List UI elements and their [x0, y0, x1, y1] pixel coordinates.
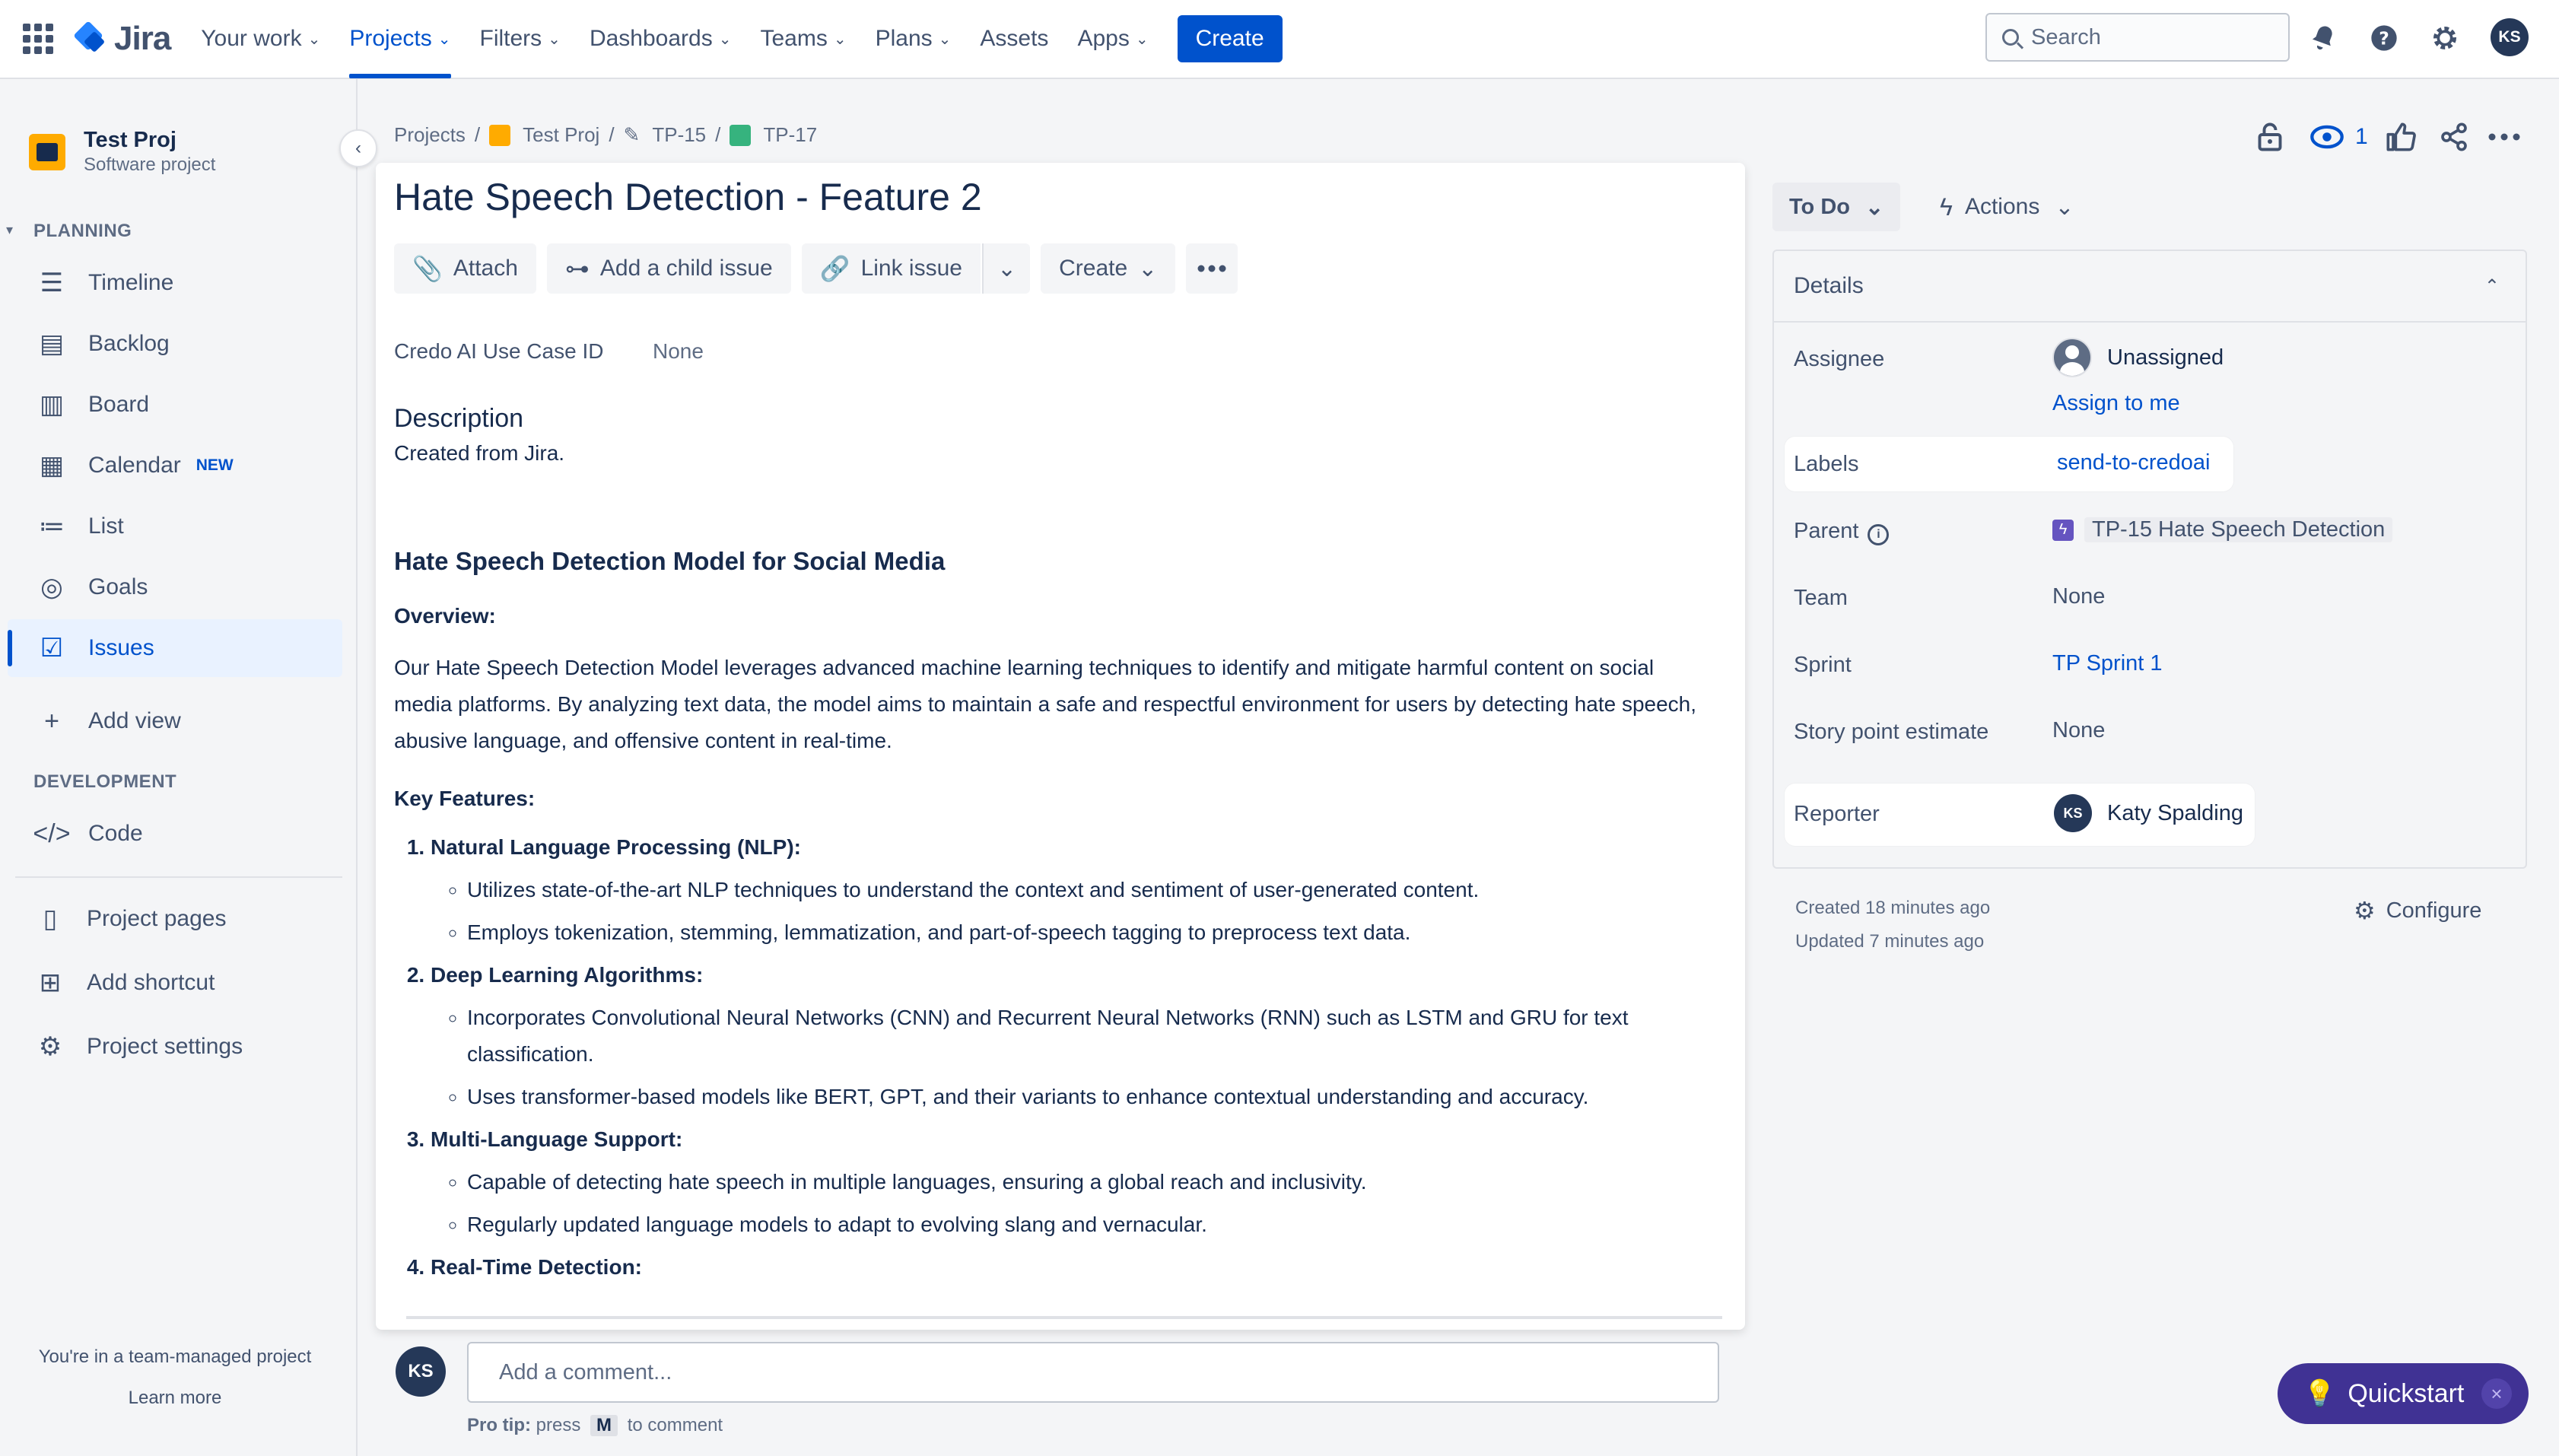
- labels-label: Labels: [1794, 452, 1859, 476]
- add-view-button[interactable]: [8, 692, 342, 750]
- feature-title: Real-Time Detection:: [431, 1255, 642, 1279]
- configure-label: Configure: [2386, 898, 2482, 923]
- user-avatar[interactable]: KS: [2491, 18, 2529, 56]
- project-avatar-icon: [489, 125, 510, 146]
- sidebar-item-board[interactable]: [8, 376, 342, 434]
- nav-your-work-label: Your work: [201, 26, 302, 51]
- chevron-down-icon: ⌄: [2055, 194, 2074, 220]
- help-icon[interactable]: [2366, 20, 2402, 56]
- pages-icon: ▯: [43, 904, 58, 933]
- chevron-down-icon: ⌄: [1138, 256, 1158, 281]
- team-label: Team: [1794, 586, 1848, 610]
- planning-section-title[interactable]: [6, 221, 132, 242]
- backlog-icon: ▤: [39, 329, 65, 358]
- reporter-label: Reporter: [1794, 802, 1880, 826]
- quickstart-label: Quickstart: [2348, 1378, 2465, 1408]
- sidebar-divider: [15, 876, 342, 878]
- sidebar-item-label: Board: [88, 392, 150, 417]
- timeline-icon: ☰: [40, 269, 64, 297]
- feature-item: [431, 1121, 1718, 1243]
- add-view-label: Add view: [88, 708, 181, 733]
- reporter-avatar: KS: [2054, 794, 2092, 832]
- add-shortcut-icon: ⊞: [39, 968, 62, 997]
- development-title-text: DEVELOPMENT: [33, 771, 177, 792]
- planning-title-text: PLANNING: [33, 221, 132, 241]
- attach-button[interactable]: [394, 243, 536, 294]
- pro-tip-key: M: [590, 1415, 618, 1436]
- story-points-value[interactable]: None: [2052, 718, 2106, 742]
- like-icon[interactable]: [2386, 114, 2416, 160]
- sidebar-item-label: Code: [88, 821, 143, 846]
- list-icon: ≔: [39, 512, 65, 541]
- project-avatar-icon: [29, 134, 65, 170]
- chevron-down-icon: ⌄: [437, 30, 451, 48]
- nav-projects[interactable]: [349, 0, 450, 78]
- reporter-value: Katy Spalding: [2107, 800, 2243, 825]
- comment-placeholder: Add a comment...: [499, 1359, 672, 1384]
- breadcrumb-separator: /: [715, 123, 721, 146]
- chevron-down-icon: ⌄: [997, 256, 1017, 281]
- sidebar-item-project-pages[interactable]: [8, 890, 342, 948]
- nav-plans[interactable]: [876, 0, 952, 78]
- pencil-icon: ✎: [623, 123, 641, 146]
- created-timestamp: Created 18 minutes ago: [1795, 898, 1991, 918]
- details-header[interactable]: [1774, 251, 2526, 323]
- project-header[interactable]: [29, 128, 215, 176]
- sprint-link[interactable]: TP Sprint 1: [2052, 651, 2163, 676]
- jira-logo-text: Jira: [114, 20, 171, 57]
- project-name: Test Proj: [84, 128, 176, 152]
- issue-description[interactable]: [394, 402, 1718, 1286]
- sidebar-item-backlog[interactable]: [8, 315, 342, 373]
- nav-assets-label: Assets: [980, 26, 1049, 51]
- chevron-down-icon: ⌄: [938, 30, 952, 48]
- nav-dashboards-label: Dashboards: [589, 26, 713, 51]
- status-label: To Do: [1789, 194, 1850, 219]
- issues-icon: ☑: [40, 634, 64, 663]
- settings-gear-icon: ⚙: [38, 1032, 62, 1061]
- breadcrumb-project[interactable]: Test Proj: [523, 123, 600, 146]
- lightning-icon: ϟ: [1940, 192, 1953, 221]
- feature-item: [431, 829, 1718, 951]
- chevron-down-icon: ⌄: [718, 30, 732, 48]
- chevron-down-icon: ⌄: [833, 30, 847, 48]
- feature-title: Natural Language Processing (NLP):: [431, 835, 801, 859]
- feature-bullet: ◦ Capable of detecting hate speech in multiple languages, ensuring a global reach and inclusivity.: [467, 1164, 1718, 1200]
- create-label: Create: [1059, 256, 1128, 281]
- more-options-icon: [1197, 264, 1227, 273]
- team-value[interactable]: None: [2052, 584, 2106, 609]
- feature-item: [431, 957, 1718, 1115]
- nav-teams-label: Teams: [760, 26, 828, 51]
- sidebar-item-issues[interactable]: [8, 619, 342, 677]
- feature-bullet: ◦ Uses transformer-based models like BERT, GPT, and their variants to enhance contextual understanding and accuracy.: [467, 1079, 1718, 1115]
- assignee-field[interactable]: [2052, 338, 2224, 377]
- paperclip-icon: 📎: [412, 255, 443, 282]
- board-icon: ▥: [39, 390, 65, 419]
- chevron-down-icon: ⌄: [1865, 195, 1884, 220]
- parent-field[interactable]: [2052, 517, 2392, 542]
- settings-gear-icon: ⚙: [2354, 897, 2376, 924]
- nav-apps-label: Apps: [1077, 26, 1130, 51]
- sidebar-item-label: Timeline: [88, 270, 174, 295]
- overview-text: Our Hate Speech Detection Model leverages advanced machine learning techniques to identify and mitigate harmful content on social media platforms. By analyzing text data, the model aims to maintain a safe and respectful environment for users by detecting hate speech, abusive language, and offensive content in real-time.: [394, 656, 1697, 752]
- scroll-divider: [406, 1316, 1722, 1319]
- pro-tip-suffix: to comment: [627, 1415, 723, 1435]
- learn-more-link[interactable]: Learn more: [128, 1388, 222, 1408]
- nav-dashboards[interactable]: [590, 0, 732, 78]
- comment-avatar: KS: [396, 1346, 446, 1397]
- breadcrumb-parent-issue[interactable]: TP-15: [652, 123, 707, 146]
- goals-icon: ◎: [40, 573, 63, 602]
- child-issue-icon: ⊶: [564, 255, 590, 282]
- info-icon[interactable]: i: [1868, 524, 1889, 545]
- feature-bullet: ◦ Employs tokenization, stemming, lemmatization, and part-of-speech tagging to preprocess text data.: [467, 914, 1718, 951]
- credo-use-case-field: [394, 339, 704, 364]
- overview-label: Overview:: [394, 604, 496, 628]
- doc-heading: Hate Speech Detection Model for Social Media: [394, 547, 946, 575]
- parent-link[interactable]: TP-15 Hate Speech Detection: [2084, 517, 2392, 542]
- link-issue-button[interactable]: [802, 243, 981, 294]
- breadcrumb-separator: /: [474, 123, 481, 146]
- sidebar-item-code[interactable]: [8, 805, 342, 863]
- label-chip[interactable]: send-to-credoai: [2057, 450, 2211, 475]
- sidebar-item-project-settings[interactable]: [8, 1018, 342, 1076]
- nav-your-work[interactable]: [201, 0, 320, 78]
- feature-bullet: ◦ Incorporates Convolutional Neural Networks (CNN) and Recurrent Neural Networks (RNN) such as LSTM and GRU for text classification.: [467, 1000, 1718, 1073]
- link-icon: 🔗: [819, 255, 850, 282]
- nav-filters-label: Filters: [479, 26, 542, 51]
- pro-tip-press: press: [536, 1415, 581, 1435]
- assignee-label: Assignee: [1794, 347, 1885, 371]
- issue-title[interactable]: Hate Speech Detection - Feature 2: [394, 176, 982, 218]
- story-icon: [730, 125, 751, 146]
- sidebar-item-calendar[interactable]: [8, 437, 342, 494]
- sidebar-item-list[interactable]: [8, 498, 342, 555]
- actions-label: Actions: [1964, 194, 2040, 219]
- search-icon: [2002, 29, 2019, 46]
- nav-projects-label: Projects: [349, 26, 432, 51]
- epic-icon: ϟ: [2052, 520, 2074, 541]
- sidebar-item-label: Goals: [88, 574, 148, 599]
- create-dropdown-button[interactable]: [1041, 243, 1175, 294]
- chevron-down-icon: ⌄: [548, 30, 561, 48]
- updated-timestamp: Updated 7 minutes ago: [1795, 931, 1985, 952]
- lightbulb-icon: 💡: [2303, 1379, 2336, 1408]
- feature-bullet: ◦ Regularly updated language models to adapt to evolving slang and vernacular.: [467, 1206, 1718, 1243]
- eye-icon: [2309, 123, 2344, 151]
- issue-detail-panel: [376, 163, 1745, 1330]
- app-switcher-icon[interactable]: [23, 24, 53, 54]
- credo-use-case-value[interactable]: None: [653, 339, 704, 363]
- project-type: Software project: [84, 154, 216, 175]
- feature-bullet: ◦ Utilizes state-of-the-art NLP techniques to understand the context and sentiment of user-generated content.: [467, 872, 1718, 908]
- chevron-up-icon: ⌃: [2484, 275, 2500, 297]
- breadcrumb: [394, 123, 817, 147]
- notifications-bell-icon[interactable]: [2305, 20, 2341, 56]
- add-child-issue-button[interactable]: [547, 243, 791, 294]
- more-options-icon[interactable]: [2487, 114, 2521, 160]
- sidebar-item-label: Project settings: [87, 1034, 243, 1059]
- create-button[interactable]: Create: [1178, 15, 1283, 62]
- close-icon[interactable]: ×: [2481, 1378, 2512, 1409]
- more-actions-button[interactable]: [1186, 243, 1238, 294]
- search-placeholder: Search: [2031, 24, 2101, 49]
- add-child-label: Add a child issue: [599, 256, 773, 281]
- attach-label: Attach: [453, 256, 518, 281]
- breadcrumb-separator: /: [609, 123, 615, 146]
- status-dropdown[interactable]: [1772, 183, 1900, 231]
- sidebar-item-label: Calendar: [88, 453, 181, 478]
- project-sidebar: [0, 79, 361, 1456]
- nav-apps[interactable]: [1077, 0, 1148, 78]
- sidebar-item-label: Issues: [88, 635, 154, 660]
- sprint-label: Sprint: [1794, 653, 1852, 677]
- pro-tip-prefix: Pro tip:: [467, 1415, 531, 1435]
- chevron-down-icon: ⌄: [307, 30, 321, 48]
- parent-label: [1794, 519, 1889, 545]
- breadcrumb-projects[interactable]: Projects: [394, 123, 466, 146]
- unassigned-avatar-icon: [2052, 338, 2092, 377]
- sidebar-item-label: List: [88, 513, 124, 539]
- feature-item: [431, 1249, 1718, 1286]
- assign-to-me-link[interactable]: Assign to me: [2052, 391, 2180, 415]
- nav-plans-label: Plans: [875, 26, 933, 51]
- search-input[interactable]: [1985, 13, 2290, 62]
- watch-count: 1: [2355, 124, 2368, 149]
- jira-logo-icon: [72, 22, 106, 56]
- caret-down-icon: ▾: [6, 222, 14, 237]
- team-managed-note: You're in a team-managed project: [38, 1346, 312, 1367]
- feature-title: Deep Learning Algorithms:: [431, 963, 704, 987]
- watch-button[interactable]: [2309, 114, 2368, 160]
- features-list: [394, 829, 1718, 1286]
- actions-dropdown[interactable]: [1925, 183, 2089, 231]
- labels-field[interactable]: [2057, 450, 2211, 475]
- chevron-left-icon: ‹: [355, 138, 361, 158]
- sidebar-item-timeline[interactable]: [8, 254, 342, 312]
- svg-text:?: ?: [2379, 27, 2389, 49]
- description-heading: Description: [394, 404, 524, 433]
- sidebar-item-add-shortcut[interactable]: [8, 954, 342, 1012]
- sidebar-item-goals[interactable]: [8, 558, 342, 616]
- description-intro: Created from Jira.: [394, 441, 565, 465]
- key-features-label: Key Features:: [394, 787, 536, 810]
- story-points-label: Story point estimate: [1794, 720, 1989, 744]
- settings-gear-icon[interactable]: [2427, 20, 2463, 56]
- collapse-sidebar-button[interactable]: [339, 129, 377, 167]
- sidebar-item-label: Backlog: [88, 331, 170, 356]
- pro-tip: [467, 1415, 723, 1436]
- lock-icon[interactable]: [2256, 114, 2284, 160]
- calendar-icon: ▦: [39, 451, 65, 480]
- quickstart-button[interactable]: [2278, 1363, 2529, 1424]
- chevron-down-icon: ⌄: [1135, 30, 1149, 48]
- assignee-value: Unassigned: [2107, 345, 2224, 370]
- breadcrumb-issue-key[interactable]: TP-17: [763, 123, 818, 146]
- link-issue-dropdown[interactable]: [982, 243, 1030, 294]
- feature-title: Multi-Language Support:: [431, 1127, 683, 1151]
- sidebar-item-label: Project pages: [87, 906, 227, 931]
- code-icon: </>: [33, 819, 71, 848]
- issue-toolbar: [394, 243, 1238, 294]
- plus-icon: +: [44, 706, 59, 736]
- development-section-title: [33, 771, 176, 793]
- details-title: Details: [1794, 273, 1864, 298]
- configure-button[interactable]: [2354, 896, 2481, 925]
- new-badge: NEW: [196, 456, 234, 474]
- credo-use-case-label: Credo AI Use Case ID: [394, 339, 604, 363]
- nav-assets[interactable]: [980, 0, 1048, 78]
- parent-label-text: Parent: [1794, 519, 1859, 543]
- link-issue-label: Link issue: [860, 256, 962, 281]
- sidebar-item-label: Add shortcut: [87, 970, 215, 995]
- jira-logo[interactable]: [72, 20, 170, 58]
- nav-filters[interactable]: [480, 0, 561, 78]
- share-icon[interactable]: [2439, 114, 2469, 160]
- reporter-field[interactable]: [2054, 794, 2243, 832]
- comment-input[interactable]: [467, 1342, 1719, 1403]
- nav-teams[interactable]: [760, 0, 846, 78]
